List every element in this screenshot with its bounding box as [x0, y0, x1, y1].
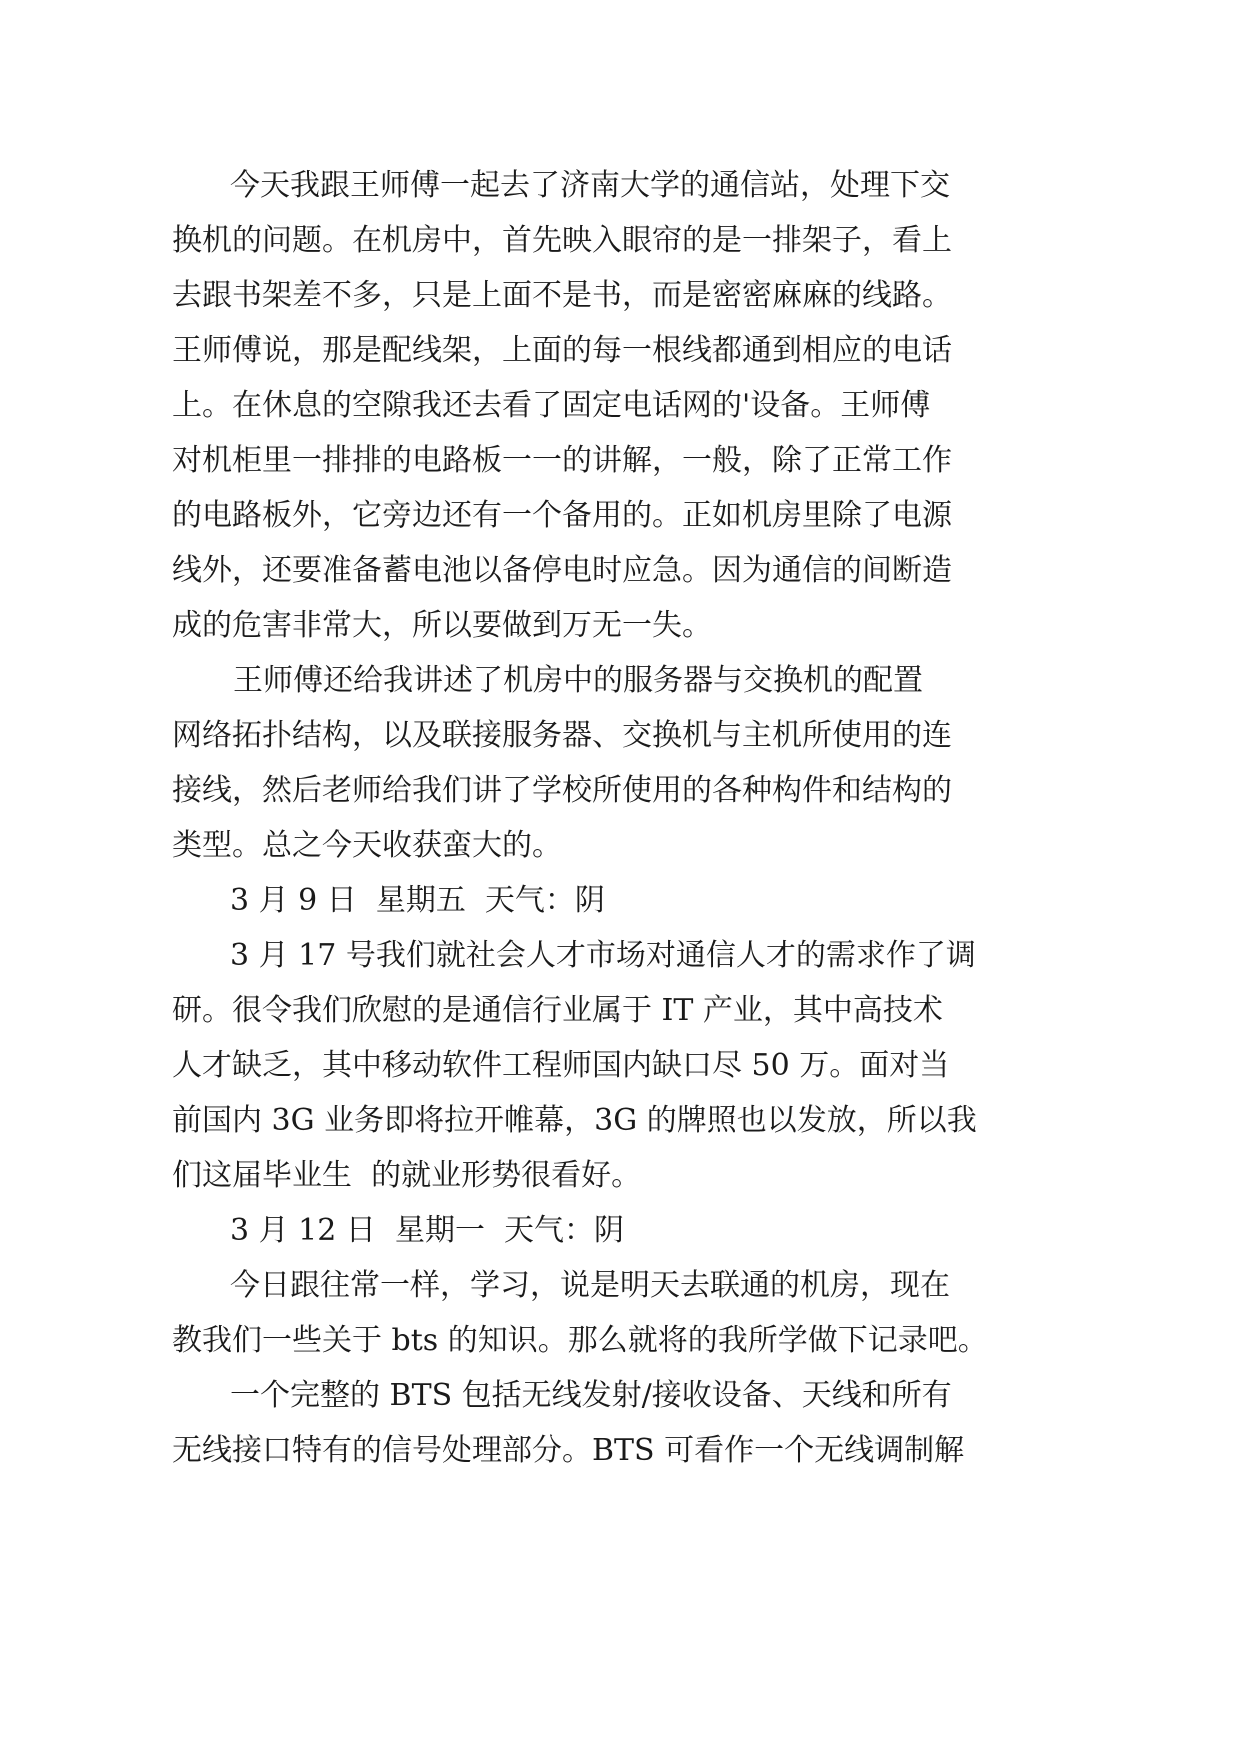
text-line — [0, 156, 1241, 216]
text-line-content: 换机的问题。在机房中，首先映入眼帘的是一排架子，看上 — [172, 223, 952, 258]
text-line-content: 人才缺乏，其中移动软件工程师国内缺口尽 50 万。面对当 — [172, 1048, 950, 1083]
text-line-content: 无线接口特有的信号处理部分。BTS 可看作一个无线调制解 — [172, 1433, 965, 1468]
text-line-content: 去跟书架差不多，只是上面不是书，而是密密麻麻的线路。 — [172, 278, 952, 313]
text-line — [0, 1091, 1241, 1151]
text-line — [0, 1311, 1241, 1371]
text-line-content: 类型。总之今天收获蛮大的。 — [172, 828, 562, 863]
text-line — [0, 266, 1241, 326]
text-line-content: 今天我跟王师傅一起去了济南大学的通信站，处理下交 — [230, 168, 950, 203]
diary-date-heading — [0, 1201, 1241, 1261]
text-line-content: 成的危害非常大，所以要做到万无一失。 — [172, 608, 712, 643]
text-line-content: 王师傅说，那是配线架，上面的每一根线都通到相应的电话 — [172, 333, 952, 368]
text-line-content: 们这届毕业生 的就业形势很看好。 — [172, 1158, 642, 1193]
text-line — [0, 321, 1241, 381]
text-line — [0, 926, 1241, 986]
text-line-content: 线外，还要准备蓄电池以备停电时应急。因为通信的间断造 — [172, 553, 952, 588]
text-line — [0, 1036, 1241, 1096]
text-line — [0, 706, 1241, 766]
text-line — [0, 1146, 1241, 1206]
text-line — [0, 816, 1241, 876]
text-line-content: 3 月 9 日 星期五 天气：阴 — [230, 883, 605, 918]
text-line — [0, 1256, 1241, 1316]
text-line-content: 今日跟往常一样，学习，说是明天去联通的机房，现在 — [230, 1268, 950, 1303]
text-line-content: 对机柜里一排排的电路板一一的讲解，一般，除了正常工作 — [172, 443, 952, 478]
text-line-content: 王师傅还给我讲述了机房中的服务器与交换机的配置 — [233, 663, 923, 698]
text-line — [0, 1366, 1241, 1426]
text-line — [0, 376, 1241, 436]
text-line-content: 研。很令我们欣慰的是通信行业属于 IT 产业，其中高技术 — [172, 993, 943, 1028]
text-line-content: 接线，然后老师给我们讲了学校所使用的各种构件和结构的 — [172, 773, 952, 808]
text-line — [0, 981, 1241, 1041]
text-line — [0, 651, 1241, 711]
text-line-content: 3 月 17 号我们就社会人才市场对通信人才的需求作了调 — [230, 938, 976, 973]
text-line — [0, 541, 1241, 601]
text-line-content: 前国内 3G 业务即将拉开帷幕，3G 的牌照也以发放，所以我 — [172, 1103, 977, 1138]
text-line-content: 3 月 12 日 星期一 天气：阴 — [230, 1213, 625, 1248]
text-line-content: 教我们一些关于 bts 的知识。那么就将的我所学做下记录吧。 — [172, 1323, 988, 1358]
text-line-content: 一个完整的 BTS 包括无线发射/接收设备、天线和所有 — [230, 1378, 952, 1413]
text-line-content: 网络拓扑结构，以及联接服务器、交换机与主机所使用的连 — [172, 718, 952, 753]
text-line — [0, 596, 1241, 656]
text-line — [0, 211, 1241, 271]
text-line — [0, 486, 1241, 546]
diary-date-heading — [0, 871, 1241, 931]
text-line — [0, 1421, 1241, 1481]
text-line-content: 的电路板外，它旁边还有一个备用的。正如机房里除了电源 — [172, 498, 952, 533]
text-line-content: 上。在休息的空隙我还去看了固定电话网的'设备。王师傅 — [172, 388, 931, 423]
text-line — [0, 431, 1241, 491]
text-line — [0, 761, 1241, 821]
